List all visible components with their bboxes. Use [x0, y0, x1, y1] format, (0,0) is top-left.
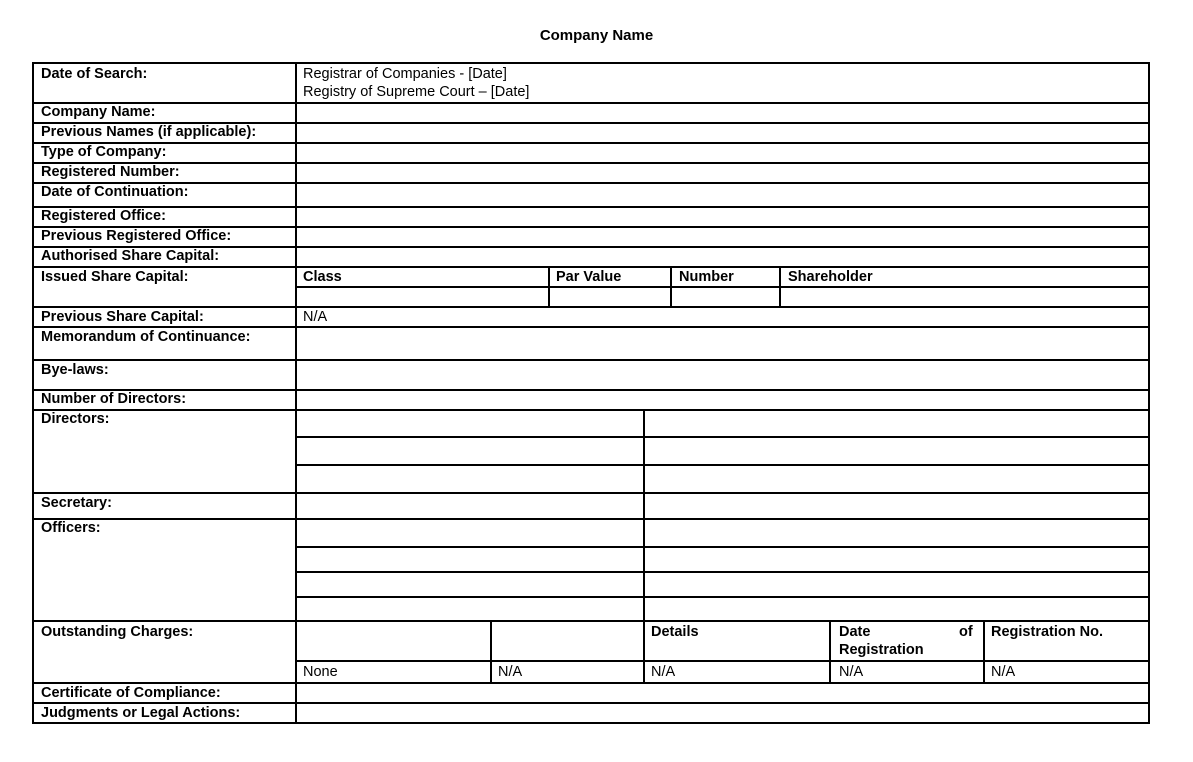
search-registry-value: Registry of Supreme Court – [Date] [303, 84, 530, 100]
grid-divider [295, 436, 1148, 438]
row-divider [34, 206, 1148, 208]
label-date-of-search: Date of Search: [41, 66, 148, 82]
label-registered-number: Registered Number: [41, 164, 180, 180]
label-authorised-share-capital: Authorised Share Capital: [41, 248, 220, 264]
label-type-of-company: Type of Company: [41, 144, 167, 160]
grid-divider [295, 546, 1148, 548]
charges-of-header: of [959, 624, 973, 640]
row-divider [34, 162, 1148, 164]
share-shareholder-header: Shareholder [788, 269, 873, 285]
label-officers: Officers: [41, 520, 101, 536]
row-divider [34, 518, 1148, 520]
label-certificate-of-compliance: Certificate of Compliance: [41, 685, 221, 701]
row-divider [34, 620, 1148, 622]
row-divider [34, 102, 1148, 104]
share-class-header: Class [303, 269, 342, 285]
page-title: Company Name [539, 27, 654, 44]
label-number-of-directors: Number of Directors: [41, 391, 187, 407]
subtable-divider [295, 660, 1148, 662]
grid-divider [643, 409, 645, 620]
charges-date-value: N/A [839, 664, 864, 680]
row-divider [34, 142, 1148, 144]
grid-divider [295, 596, 1148, 598]
subtable-divider [490, 620, 492, 682]
row-divider [34, 389, 1148, 391]
charges-registration-no-header: Registration No. [991, 624, 1103, 640]
label-directors: Directors: [41, 411, 110, 427]
search-registrar-value: Registrar of Companies - [Date] [303, 66, 507, 82]
previous-share-capital-value: N/A [303, 309, 328, 325]
charges-details-value: N/A [651, 664, 676, 680]
row-divider [34, 409, 1148, 411]
row-divider [34, 492, 1148, 494]
label-previous-share-capital: Previous Share Capital: [41, 309, 204, 325]
label-issued-share-capital: Issued Share Capital: [41, 269, 189, 285]
label-registered-office: Registered Office: [41, 208, 166, 224]
row-divider [34, 359, 1148, 361]
share-number-header: Number [679, 269, 734, 285]
label-outstanding-charges: Outstanding Charges: [41, 624, 194, 640]
grid-divider [295, 464, 1148, 466]
charges-value: N/A [498, 664, 523, 680]
label-date-of-continuation: Date of Continuation: [41, 184, 189, 200]
label-previous-registered-office: Previous Registered Office: [41, 228, 232, 244]
subtable-divider [670, 266, 672, 306]
charges-registration-header: Registration [839, 642, 924, 658]
charges-value: None [303, 664, 338, 680]
label-secretary: Secretary: [41, 495, 112, 511]
charges-details-header: Details [651, 624, 699, 640]
label-judgments: Judgments or Legal Actions: [41, 705, 241, 721]
subtable-divider [983, 620, 985, 682]
company-search-form [32, 62, 1150, 724]
label-company-name: Company Name: [41, 104, 156, 120]
charges-registration-no-value: N/A [991, 664, 1016, 680]
subtable-divider [829, 620, 831, 682]
row-divider [34, 182, 1148, 184]
charges-date-header: Date [839, 624, 871, 640]
subtable-divider [779, 266, 781, 306]
grid-divider [295, 571, 1148, 573]
subtable-divider [548, 266, 550, 306]
subtable-divider [295, 286, 1148, 288]
subtable-divider [643, 620, 645, 682]
share-par-value-header: Par Value [556, 269, 622, 285]
label-previous-names: Previous Names (if applicable): [41, 124, 257, 140]
label-bye-laws: Bye-laws: [41, 362, 109, 378]
label-memorandum-of-continuance: Memorandum of Continuance: [41, 329, 251, 345]
